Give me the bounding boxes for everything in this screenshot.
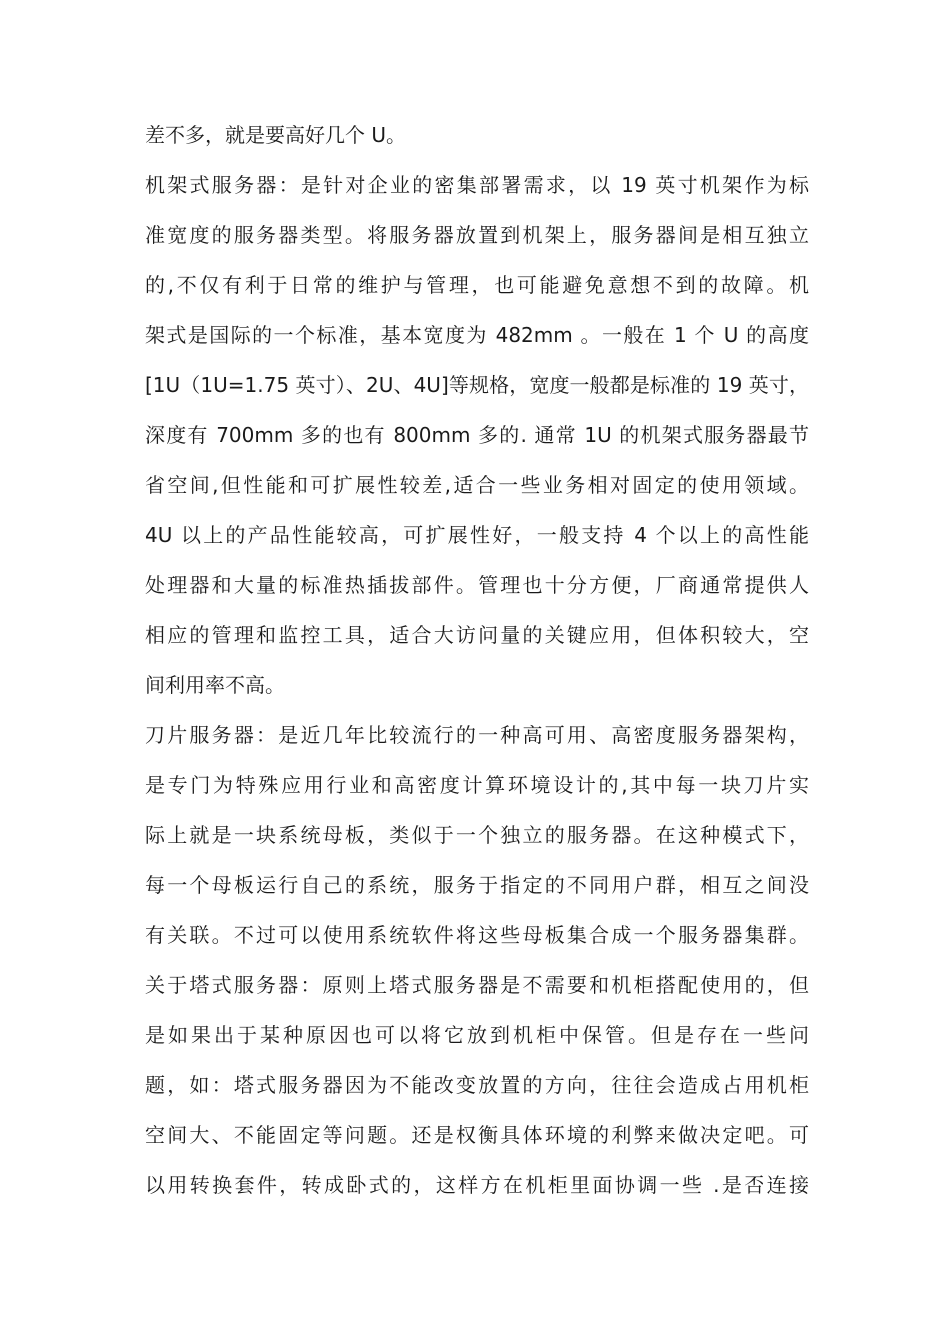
text-line: 处理器和大量的标准热插拔部件。管理也十分方便，厂商通常提供人	[145, 573, 809, 597]
text-line: 以用转换套件，转成卧式的，这样方在机柜里面协调一些 .是否连接	[145, 1173, 809, 1197]
text-line: [1U（1U=1.75 英寸）、2U、4U]等规格，宽度一般都是标准的 19 英寸，	[145, 373, 809, 397]
text-line: 架式是国际的一个标准，基本宽度为 482mm 。一般在 1 个 U 的高度	[145, 323, 809, 347]
text-line: 准宽度的服务器类型。将服务器放置到机架上，服务器间是相互独立	[145, 223, 809, 247]
text-line: 4U 以上的产品性能较高，可扩展性好，一般支持 4 个以上的高性能	[145, 523, 809, 547]
text-line: 是如果出于某种原因也可以将它放到机柜中保管。但是存在一些问	[145, 1023, 809, 1047]
text-line: 深度有 700mm 多的也有 800mm 多的. 通常 1U 的机架式服务器最节	[145, 423, 809, 447]
text-line: 间利用率不高。	[145, 673, 285, 697]
text-line: 题，如：塔式服务器因为不能改变放置的方向，往往会造成占用机柜	[145, 1073, 809, 1097]
text-line: 际上就是一块系统母板，类似于一个独立的服务器。在这种模式下，	[145, 823, 809, 847]
text-line: 差不多，就是要高好几个 U。	[145, 123, 406, 147]
text-line: 机架式服务器：是针对企业的密集部署需求，以 19 英寸机架作为标	[145, 173, 809, 197]
text-line: 相应的管理和监控工具，适合大访问量的关键应用，但体积较大，空	[145, 623, 809, 647]
text-line: 省空间,但性能和可扩展性较差,适合一些业务相对固定的使用领域。	[145, 473, 809, 497]
text-line: 是专门为特殊应用行业和高密度计算环境设计的,其中每一块刀片实	[145, 773, 809, 797]
text-line: 有关联。不过可以使用系统软件将这些母板集合成一个服务器集群。	[145, 923, 809, 947]
text-line: 的,不仅有利于日常的维护与管理，也可能避免意想不到的故障。机	[145, 273, 809, 297]
text-line: 空间大、不能固定等问题。还是权衡具体环境的利弊来做决定吧。可	[145, 1123, 809, 1147]
text-line: 每一个母板运行自己的系统，服务于指定的不同用户群，相互之间没	[145, 873, 809, 897]
text-line: 关于塔式服务器：原则上塔式服务器是不需要和机柜搭配使用的，但	[145, 973, 809, 997]
text-line: 刀片服务器：是近几年比较流行的一种高可用、高密度服务器架构，	[145, 723, 809, 747]
document-body	[145, 110, 809, 1210]
